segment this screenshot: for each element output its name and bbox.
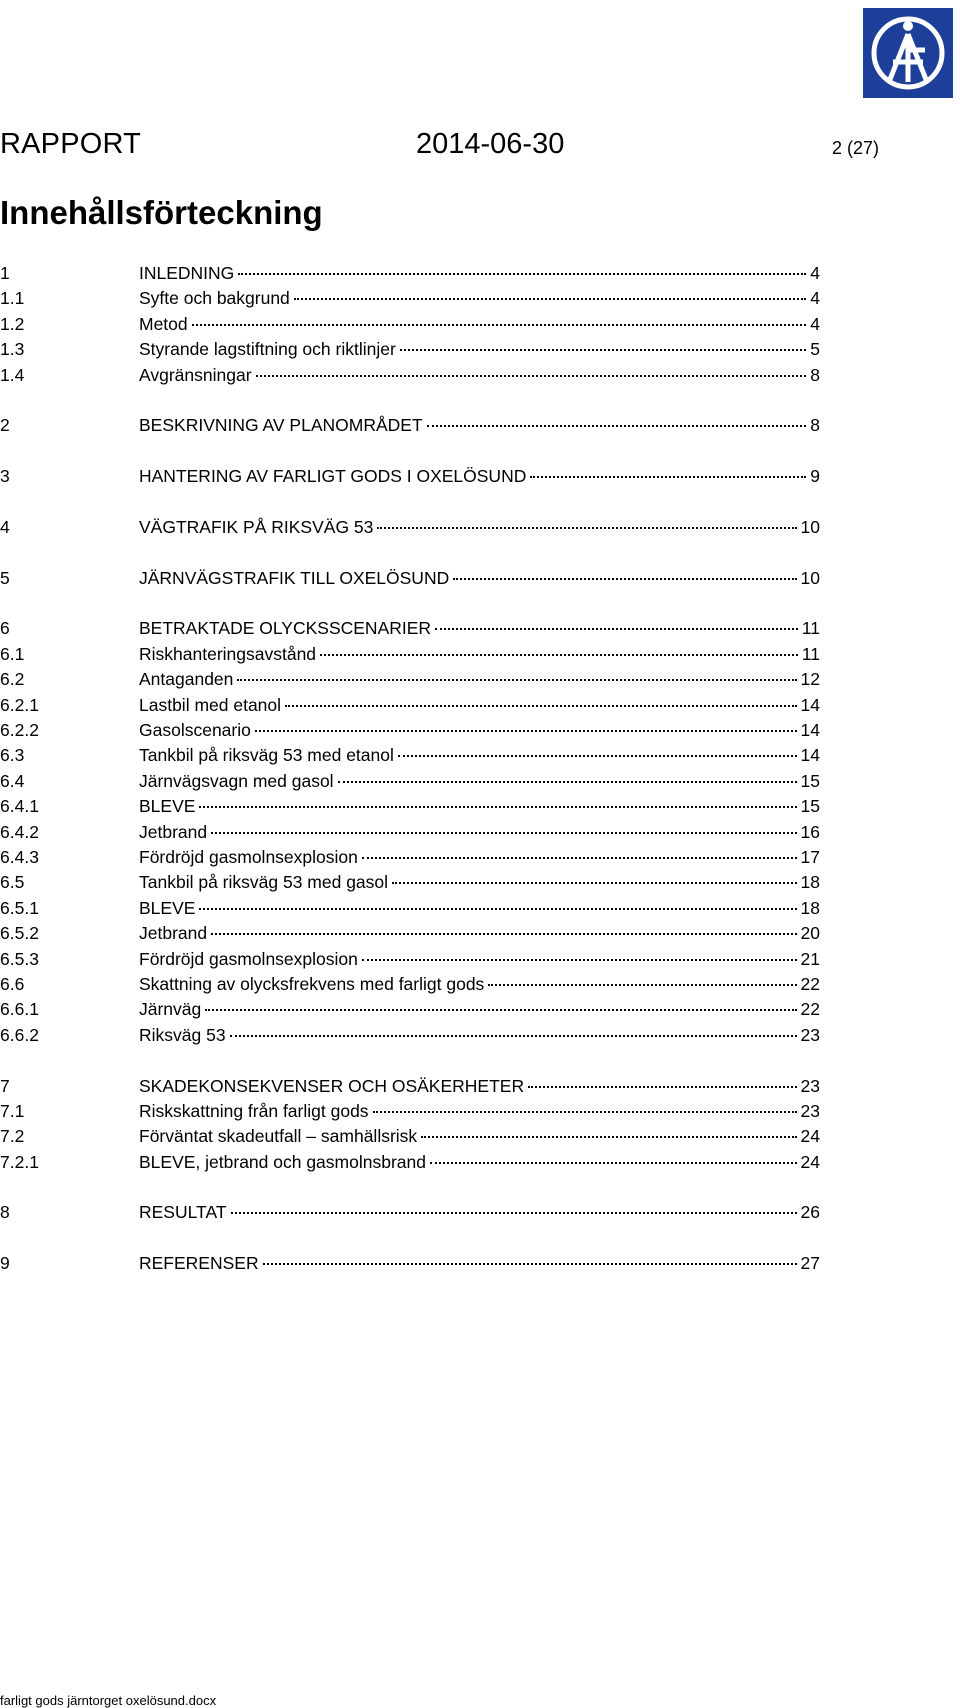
toc-entry[interactable]	[0, 997, 820, 1022]
toc-entry-title: BETRAKTADE OLYCKSSCENARIER	[139, 618, 432, 639]
toc-entry-page: 14	[800, 745, 820, 766]
toc-entry-line	[139, 261, 820, 286]
toc-dot-leader	[530, 476, 806, 478]
toc-entry[interactable]	[0, 566, 820, 591]
toc-entry-page: 11	[801, 643, 820, 664]
toc-entry-page: 22	[800, 973, 820, 994]
toc-entry-title: Styrande lagstiftning och riktlinjer	[139, 339, 396, 360]
toc-entry-title: Järnväg	[139, 999, 202, 1020]
toc-entry-line	[139, 413, 820, 438]
toc-entry-title: Riksväg 53	[139, 1024, 226, 1045]
toc-entry-page: 4	[810, 313, 820, 334]
toc-dot-leader	[435, 628, 798, 630]
toc-dot-leader	[373, 1111, 797, 1113]
toc-entry-number: 6.4.2	[0, 821, 39, 842]
toc-entry-number: 7	[0, 1075, 10, 1096]
toc-dot-leader	[421, 1136, 796, 1138]
toc-entry[interactable]	[0, 642, 820, 667]
toc-entry[interactable]	[0, 820, 820, 845]
toc-entry[interactable]	[0, 972, 820, 997]
toc-entry-title: Riskskattning från farligt gods	[139, 1100, 369, 1121]
toc-entry-line	[139, 1150, 820, 1175]
toc-entry-line	[139, 743, 820, 768]
toc-entry[interactable]	[0, 286, 820, 311]
toc-entry-line	[139, 820, 820, 845]
toc-dot-leader	[377, 527, 796, 529]
toc-entry-number: 6.6.1	[0, 999, 39, 1020]
toc-entry-title: REFERENSER	[139, 1253, 259, 1274]
toc-dot-leader	[453, 578, 796, 580]
toc-entry-title: BLEVE	[139, 897, 196, 918]
toc-entry-title: Fördröjd gasmolnsexplosion	[139, 846, 358, 867]
toc-entry[interactable]	[0, 1099, 820, 1124]
toc-entry-number: 6.5.1	[0, 897, 39, 918]
toc-entry-line	[139, 870, 820, 895]
toc-entry-number: 1	[0, 263, 10, 283]
toc-entry[interactable]	[0, 667, 820, 692]
toc-entry-title: VÄGTRAFIK PÅ RIKSVÄG 53	[139, 516, 374, 537]
toc-dot-leader	[320, 654, 798, 656]
toc-entry-title: HANTERING AV FARLIGT GODS I OXELÖSUND	[139, 466, 527, 487]
toc-entry[interactable]	[0, 794, 820, 819]
document-header	[0, 128, 960, 168]
toc-entry-number: 6.6	[0, 973, 25, 994]
toc-entry-number: 6.2	[0, 669, 25, 690]
toc-dot-leader	[398, 755, 797, 757]
toc-entry-line	[139, 642, 820, 667]
toc-dot-leader	[294, 298, 806, 300]
toc-entry[interactable]	[0, 845, 820, 870]
toc-entry-number: 6.2.1	[0, 694, 39, 715]
toc-dot-leader	[430, 1162, 797, 1164]
toc-entry[interactable]	[0, 870, 820, 895]
toc-dot-leader	[528, 1086, 796, 1088]
toc-entry-number: 2	[0, 415, 10, 436]
toc-entry-page: 12	[800, 669, 820, 690]
toc-entry-line	[139, 997, 820, 1022]
toc-entry-line	[139, 312, 820, 337]
toc-entry-number: 6.5.3	[0, 948, 39, 969]
toc-dot-leader	[205, 1009, 796, 1011]
toc-entry[interactable]	[0, 312, 820, 337]
toc-entry-title: Lastbil med etanol	[139, 694, 282, 715]
toc-entry-page: 4	[810, 288, 820, 309]
toc-entry-line	[139, 1200, 820, 1225]
toc-entry-number: 8	[0, 1202, 10, 1223]
toc-dot-leader	[362, 857, 797, 859]
toc-entry-line	[139, 921, 820, 946]
toc-entry-title: Jetbrand	[139, 923, 208, 944]
toc-entry-number: 6.5.2	[0, 923, 39, 944]
toc-entry-number: 5	[0, 567, 10, 588]
toc-entry[interactable]	[0, 693, 820, 718]
toc-entry-number: 9	[0, 1253, 10, 1274]
toc-entry-line	[139, 616, 820, 641]
toc-entry-title: Järnvägsvagn med gasol	[139, 770, 334, 791]
toc-entry[interactable]	[0, 337, 820, 362]
toc-entry-line	[139, 566, 820, 591]
toc-entry-page: 22	[800, 999, 820, 1020]
toc-entry[interactable]	[0, 515, 820, 540]
toc-entry-title: Gasolscenario	[139, 720, 251, 741]
page-number: 2 (27)	[832, 138, 880, 158]
toc-dot-leader	[238, 273, 806, 275]
toc-entry-page: 14	[800, 720, 820, 741]
toc-dot-leader	[427, 425, 807, 427]
toc-entry-number: 1.1	[0, 288, 25, 309]
toc-entry-line	[139, 363, 820, 388]
toc-entry-number: 6.2.2	[0, 720, 39, 741]
toc-entry-page: 23	[800, 1075, 820, 1096]
toc-entry[interactable]	[0, 616, 820, 641]
toc-entry[interactable]	[0, 1124, 820, 1149]
toc-entry-line	[139, 1023, 820, 1048]
toc-entry-page: 20	[800, 923, 820, 944]
toc-entry-line	[139, 667, 820, 692]
toc-entry-number: 6.3	[0, 745, 25, 766]
toc-dot-leader	[263, 1263, 797, 1265]
toc-entry-number: 1.2	[0, 313, 25, 334]
toc-dot-leader	[400, 349, 806, 351]
toc-entry[interactable]	[0, 1074, 820, 1099]
document-type: RAPPORT	[0, 128, 142, 160]
toc-dot-leader	[338, 781, 797, 783]
toc-dot-leader	[199, 806, 796, 808]
toc-entry-page: 11	[801, 618, 820, 639]
toc-entry-line	[139, 845, 820, 870]
toc-entry-title: Riskhanteringsavstånd	[139, 643, 317, 664]
toc-entry-page: 10	[800, 567, 820, 588]
toc-entry-title: SKADEKONSEKVENSER OCH OSÄKERHETER	[139, 1075, 525, 1096]
toc-entry-number: 6.4.3	[0, 846, 39, 867]
toc-entry-title: RESULTAT	[139, 1202, 227, 1223]
toc-entry-line	[139, 337, 820, 362]
toc-entry[interactable]	[0, 1251, 820, 1276]
toc-dot-leader	[211, 832, 796, 834]
toc-entry-page: 8	[810, 364, 820, 385]
toc-entry-title: BLEVE	[139, 796, 196, 817]
toc-entry-page: 4	[810, 263, 820, 283]
toc-entry-line	[139, 1124, 820, 1149]
toc-entry-number: 7.2	[0, 1126, 25, 1147]
toc-entry-title: Förväntat skadeutfall – samhällsrisk	[139, 1126, 418, 1147]
toc-entry-title: Fördröjd gasmolnsexplosion	[139, 948, 358, 969]
toc-dot-leader	[211, 933, 796, 935]
toc-entry-line	[139, 947, 820, 972]
toc-entry-number: 1.3	[0, 339, 25, 360]
toc-dot-leader	[255, 730, 797, 732]
toc-entry-page: 5	[810, 339, 820, 360]
toc-entry-title: BLEVE, jetbrand och gasmolnsbrand	[139, 1151, 426, 1172]
toc-entry-number: 7.1	[0, 1100, 25, 1121]
toc-dot-leader	[199, 908, 796, 910]
toc-entry-title: INLEDNING	[139, 263, 235, 283]
toc-entry-page: 21	[800, 948, 820, 969]
toc-entry[interactable]	[0, 718, 820, 743]
toc-dot-leader	[488, 984, 796, 986]
toc-entry-page: 18	[800, 897, 820, 918]
toc-entry-line	[139, 896, 820, 921]
footer-filename: farligt gods järntorget oxelösund.docx	[0, 1693, 217, 1708]
toc-dot-leader	[362, 959, 797, 961]
toc-entry[interactable]	[0, 413, 820, 438]
toc-entry[interactable]	[0, 363, 820, 388]
toc-entry[interactable]	[0, 769, 820, 794]
toc-entry[interactable]	[0, 464, 820, 489]
table-of-contents	[0, 261, 820, 1277]
toc-entry-number: 6.1	[0, 643, 25, 664]
toc-entry-page: 26	[800, 1202, 820, 1223]
toc-entry-line	[139, 515, 820, 540]
toc-dot-leader	[256, 375, 807, 377]
toc-entry-line	[139, 1099, 820, 1124]
toc-dot-leader	[192, 324, 807, 326]
toc-entry-page: 24	[800, 1126, 820, 1147]
toc-entry-page: 18	[800, 872, 820, 893]
toc-entry-title: Tankbil på riksväg 53 med etanol	[139, 745, 394, 766]
toc-entry-title: JÄRNVÄGSTRAFIK TILL OXELÖSUND	[139, 567, 450, 588]
toc-entry-page: 10	[800, 516, 820, 537]
toc-entry-page: 9	[810, 466, 820, 487]
toc-entry[interactable]	[0, 1150, 820, 1175]
toc-dot-leader	[230, 1035, 797, 1037]
toc-entry-line	[139, 286, 820, 311]
toc-entry-page: 15	[800, 796, 820, 817]
toc-entry[interactable]	[0, 743, 820, 768]
toc-entry-number: 7.2.1	[0, 1151, 39, 1172]
toc-entry-line	[139, 1251, 820, 1276]
toc-entry-line	[139, 972, 820, 997]
toc-entry[interactable]	[0, 261, 820, 286]
toc-entry-page: 23	[800, 1100, 820, 1121]
toc-entry-number: 6.4	[0, 770, 25, 791]
toc-entry-number: 4	[0, 516, 10, 537]
toc-entry-page: 27	[800, 1253, 820, 1274]
toc-entry-page: 15	[800, 770, 820, 791]
toc-entry-title: BESKRIVNING AV PLANOMRÅDET	[139, 415, 423, 436]
toc-entry-title: Avgränsningar	[139, 364, 252, 385]
toc-entry-number: 1.4	[0, 364, 25, 385]
toc-entry-page: 14	[800, 694, 820, 715]
toc-entry-number: 6.5	[0, 872, 25, 893]
toc-entry-page: 16	[800, 821, 820, 842]
toc-entry-title: Tankbil på riksväg 53 med gasol	[139, 872, 389, 893]
toc-entry-number: 3	[0, 466, 10, 487]
toc-entry-number: 6.4.1	[0, 796, 39, 817]
document-date: 2014-06-30	[416, 128, 565, 160]
toc-heading: Innehållsförteckning	[0, 194, 323, 231]
toc-entry-line	[139, 1074, 820, 1099]
toc-entry-number: 6.6.2	[0, 1024, 39, 1045]
toc-entry-title: Antaganden	[139, 669, 234, 690]
toc-entry-page: 23	[800, 1024, 820, 1045]
toc-entry[interactable]	[0, 1200, 820, 1225]
toc-entry[interactable]	[0, 896, 820, 921]
toc-entry-line	[139, 769, 820, 794]
toc-entry-page: 24	[800, 1151, 820, 1172]
toc-entry[interactable]	[0, 921, 820, 946]
toc-dot-leader	[237, 679, 796, 681]
toc-entry-line	[139, 718, 820, 743]
toc-entry-title: Metod	[139, 313, 188, 334]
toc-entry-title: Syfte och bakgrund	[139, 288, 290, 309]
toc-entry-page: 17	[800, 846, 820, 867]
toc-entry[interactable]	[0, 1023, 820, 1048]
toc-entry-title: Skattning av olycksfrekvens med farligt gods	[139, 973, 485, 994]
toc-entry-number: 6	[0, 618, 10, 639]
toc-dot-leader	[392, 882, 797, 884]
toc-entry[interactable]	[0, 947, 820, 972]
toc-dot-leader	[231, 1212, 797, 1214]
toc-entry-line	[139, 794, 820, 819]
toc-entry-line	[139, 464, 820, 489]
toc-entry-title: Jetbrand	[139, 821, 208, 842]
af-logo-icon	[863, 8, 953, 98]
toc-entry-page: 8	[810, 415, 820, 436]
toc-entry-line	[139, 693, 820, 718]
toc-dot-leader	[285, 705, 796, 707]
